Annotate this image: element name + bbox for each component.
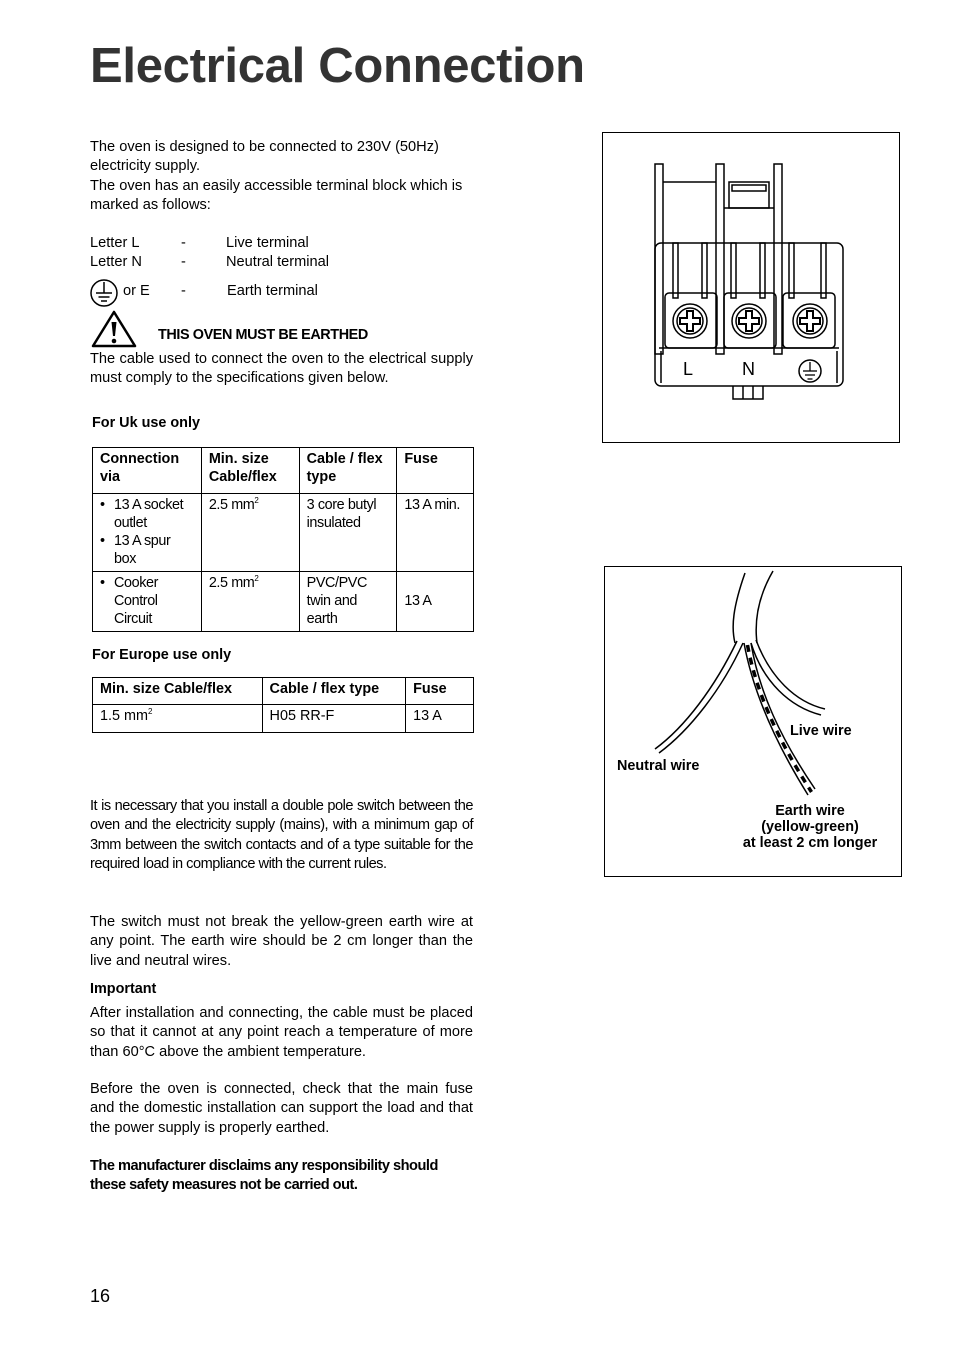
- live-wire-label: Live wire: [790, 723, 852, 739]
- terminal-desc: Live terminal: [226, 235, 309, 251]
- terminal-label-neutral: N: [742, 359, 755, 379]
- intro-paragraph-1: The oven is designed to be connected to 230V (50Hz) electricity supply.: [90, 139, 439, 175]
- terminal-block-figure: [602, 132, 900, 443]
- terminal-block-drawing: [603, 133, 899, 442]
- uk-spec-table: [92, 447, 474, 632]
- table-header-row: [93, 448, 474, 494]
- table-header-row: [93, 678, 474, 705]
- column-header: Min. size Cable/flex: [93, 678, 263, 705]
- column-header: Fuse: [397, 448, 474, 494]
- uk-heading: For Uk use only: [92, 415, 200, 431]
- wire-figure: [604, 566, 902, 877]
- cable-type-cell: 3 core butyl insulated: [299, 494, 397, 572]
- temperature-paragraph: After installation and connecting, the cable must be placed so that it cannot at any point reach a temperature of more than 60°C above the ambient temperature.: [90, 1005, 473, 1060]
- page-title: Electrical Connection: [90, 39, 585, 93]
- table-row: [93, 705, 474, 733]
- earthing-warning: THIS OVEN MUST BE EARTHED: [158, 327, 368, 343]
- table-row: [93, 572, 474, 632]
- column-header: Connection via: [93, 448, 202, 494]
- earth-wire-line: (yellow-green): [761, 819, 859, 835]
- terminal-dash: -: [181, 235, 186, 251]
- earth-wire-paragraph: The switch must not break the yellow-green earth wire at any point. The earth wire should be 2 cm longer than the live and neutral wires.: [90, 914, 473, 969]
- terminal-dash: -: [181, 283, 186, 299]
- terminal-desc: Neutral terminal: [226, 254, 330, 270]
- terminal-label-live: L: [683, 359, 694, 379]
- neutral-wire-label: Neutral wire: [617, 758, 700, 774]
- page-number: 16: [90, 1286, 111, 1306]
- terminal-letter: or E: [123, 283, 150, 299]
- fuse-check-paragraph: Before the oven is connected, check that the main fuse and the domestic installation can support the load and that the power supply is properly earthed.: [90, 1081, 473, 1136]
- list-item: • 13 A spur box: [100, 532, 194, 568]
- fuse-cell: 13 A: [406, 705, 474, 733]
- terminal-letter: Letter N: [90, 254, 142, 270]
- europe-spec-table: [92, 677, 474, 733]
- earth-wire-line: Earth wire: [775, 803, 845, 819]
- cable-type-cell: H05 RR-F: [262, 705, 406, 733]
- connection-via-cell: [93, 494, 202, 572]
- cable-type-cell: PVC/PVC twin and earth: [299, 572, 397, 632]
- earth-wire-label: [735, 803, 885, 851]
- min-size-cell: 1.5 $mm^2$: [93, 705, 263, 733]
- connection-via-cell: [93, 572, 202, 632]
- earth-wire-line: at least 2 cm longer: [742, 835, 878, 851]
- min-size-cell: 2.5 $mm^2$: [201, 572, 299, 632]
- min-size-cell: 2.5 $mm^2$: [201, 494, 299, 572]
- earth-symbol-icon: [89, 278, 119, 308]
- intro-paragraph-2: The oven has an easily accessible terminal block which is marked as follows:: [90, 178, 463, 214]
- fuse-cell: 13 A: [397, 572, 474, 632]
- important-heading: Important: [90, 981, 157, 997]
- fuse-cell: 13 A min.: [397, 494, 474, 572]
- table-row: [93, 494, 474, 572]
- column-header: Min. size Cable/flex: [201, 448, 299, 494]
- disclaimer-paragraph: The manufacturer disclaims any responsibility should these safety measures not be carried out.: [90, 1158, 438, 1194]
- warning-triangle-icon: [90, 309, 138, 349]
- cable-spec-intro: The cable used to connect the oven to the electrical supply must comply to the specifications given below.: [90, 351, 473, 387]
- list-item: • 13 A socket outlet: [100, 496, 194, 532]
- list-item: • Cooker Control Circuit: [100, 574, 194, 628]
- switch-paragraph: It is necessary that you install a double pole switch between the oven and the electricity supply (mains), with a minimum gap of 3mm between the switch contacts and of a type suitable for the required load in compliance with the current rules.: [90, 798, 473, 872]
- column-header: Cable / flex type: [262, 678, 406, 705]
- europe-heading: For Europe use only: [92, 647, 232, 663]
- column-header: Fuse: [406, 678, 474, 705]
- column-header: Cable / flex type: [299, 448, 397, 494]
- terminal-dash: -: [181, 254, 186, 270]
- terminal-letter: Letter L: [90, 235, 140, 251]
- terminal-desc: Earth terminal: [227, 283, 318, 299]
